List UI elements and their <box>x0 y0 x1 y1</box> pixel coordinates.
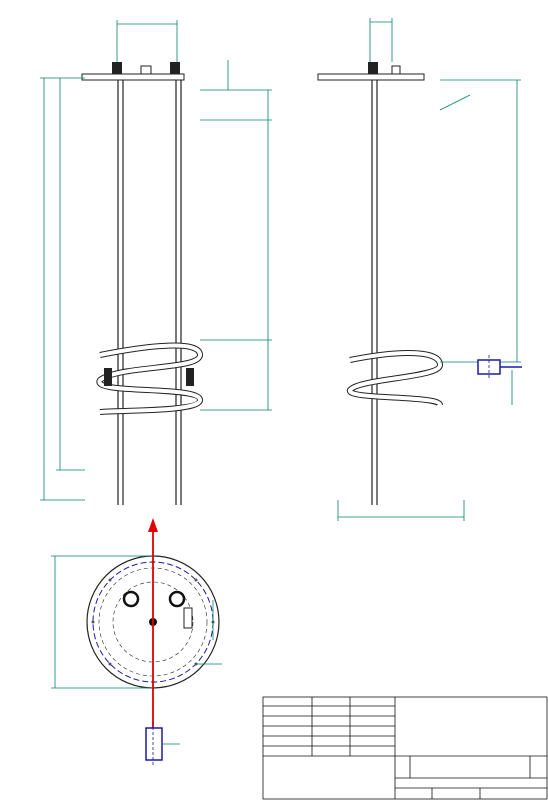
electric-spiral <box>478 355 522 380</box>
front-view <box>82 62 200 505</box>
bottom-electric-spiral <box>146 722 180 766</box>
title-block <box>263 697 547 799</box>
side-view <box>318 62 440 505</box>
side-view-dimensions <box>338 18 521 521</box>
front-view-dimensions <box>40 20 272 500</box>
